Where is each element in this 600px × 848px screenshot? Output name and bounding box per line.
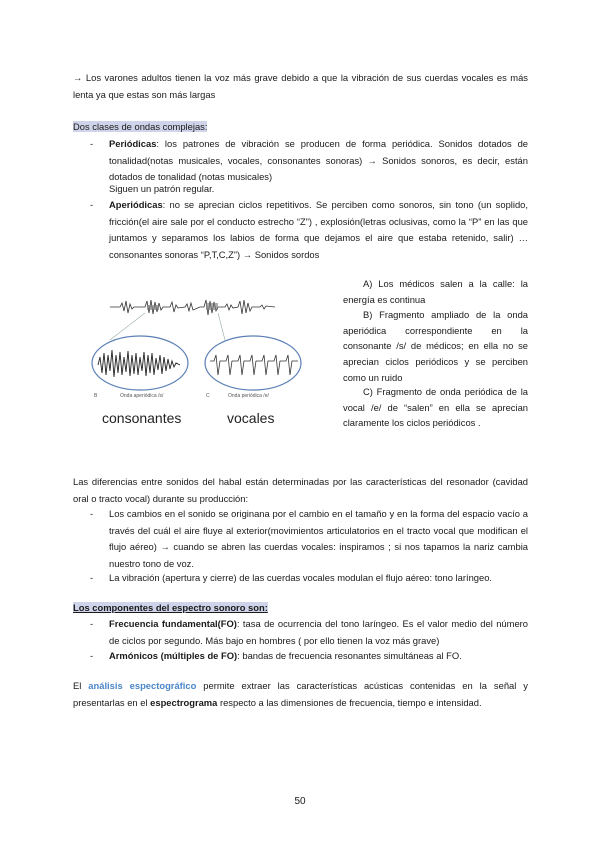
analisis-post: respecto a las dimensiones de frecuencia, tiempo e intensidad.	[217, 696, 482, 708]
section-heading-ondas	[73, 119, 528, 136]
desc-periodicas: : los patrones de vibración se producen de forma periódica. Sonidos dotados de tonalidad(notas musicales, vocales, consonantes sonoras) → Sonidos sonoros, es decir, están dotados de tonalidad (notas musicales)	[109, 138, 528, 182]
aperiodic-wave	[98, 350, 180, 377]
intro-paragraph: → Los varones adultos tienen la voz más grave debido a que la vibración de sus cuerdas vocales es más lenta ya que estas son más largas	[73, 72, 528, 100]
analisis-paragraph	[73, 678, 528, 711]
term-aperiodicas: Aperiódicas	[109, 199, 163, 210]
diferencias-paragraph: Las diferencias entre sonidos del habal están determinadas por las características del resonador (cavidad oral o tracto vocal) durante su producción:	[73, 476, 528, 504]
heading-ondas-text: Dos clases de ondas complejas:	[73, 121, 208, 132]
figure-note-b: B) Fragmento ampliado de la onda aperiódica correspondiente en la consonante /s/ de médicos; en ella no se aprecian ciclos periódicos y se perciben como un ruido	[343, 309, 528, 383]
cambios-text: Los cambios en el sonido se originana por el cambio en el tamaño y en la forma del espacio vacío a través del cuál el aire fluye al exterior(movimientos articulatorios en el tracto vocal que modifican el flujo aéreo) → cuando se abren las cuerdas vocales: inspiramos ; si nos tapamos la nariz cambia nuestro tono de voz.	[109, 508, 528, 569]
periodic-wave	[210, 355, 298, 375]
list-item-f0: - Frecuencia fundamental(FO): tasa de ocurrencia del tono laríngeo. Es el valor medio del número de ciclos por segundo. Más bajo en hombres ( por ello tienen la voz más grave)	[90, 618, 528, 646]
figure-note-c: C) Fragmento de onda periódica de la vocal /e/ de “salen” en ella se aprecian claramente los ciclos periódicos .	[343, 386, 528, 429]
label-vocales: vocales	[227, 410, 275, 426]
ellipse-consonantes	[92, 336, 188, 390]
section-heading-componentes	[73, 600, 528, 617]
desc-aperiodicas: : no se aprecian ciclos repetitivos. Se perciben como sonoros, sin tono (un soplido, fricción(el aire sale por el conducto estrecho “Z”) , explosión(letras oclusivas, como la “P” en las que juntamos y separamos los labios de forma que dejamos el aire que estaba retenido, salir) … consonantes sonoras “P,T,C,Z”) → Sonidos sordos	[109, 199, 528, 260]
term-periodicas: Periódicas	[109, 138, 157, 149]
fig-letter-b: B	[94, 393, 98, 399]
vibracion-text: La vibración (apertura y cierre) de las cuerdas vocales modulan el flujo aéreo: tono laríngeo.	[109, 572, 493, 583]
desc-armonicos: : bandas de frecuencia resonantes simultáneas al FO.	[237, 650, 462, 661]
page-number: 50	[294, 796, 306, 807]
fig-caption-left: Onda aperiódica /s/	[120, 393, 164, 399]
figure-note-a: A) Los médicos salen a la calle: la energía es continua	[343, 278, 528, 305]
periodicas-extra: Siguen un patrón regular.	[109, 183, 215, 194]
heading-componentes-text: Los componentes del espectro sonoro son:	[73, 602, 268, 613]
full-waveform	[110, 300, 275, 315]
label-consonantes: consonantes	[102, 410, 182, 426]
analisis-link: análisis espectográfico	[88, 680, 197, 691]
waveform-figure	[90, 295, 330, 445]
term-f0: Frecuencia fundamental(FO)	[109, 618, 237, 629]
analisis-mid: permite extraer las características acústicas contenidas en la señal y presentarlas en el	[73, 680, 528, 708]
list-item-aperiodicas: - Aperiódicas: no se aprecian ciclos repetitivos. Se perciben como sonoros, sin tono (un soplido, fricción(el aire sale por el conducto estrecho “Z”) , explosión(letras oclusivas, como la “P” en las que juntamos y separamos los labios de forma que dejamos el aire que estaba retenido, salir) … consonantes sonoras “P,T,C,Z”) → Sonidos sordos	[90, 199, 528, 260]
fig-letter-c: C	[206, 393, 210, 399]
fig-caption-right: Onda periódica /e/	[228, 393, 269, 399]
list-item-cambios: - Los cambios en el sonido se originana por el cambio en el tamaño y en la forma del espacio vacío a través del cuál el aire fluye al exterior(movimientos articulatorios en el tracto vocal que modifican el flujo aéreo) → cuando se abren las cuerdas vocales: inspiramos ; si nos tapamos la nariz cambia nuestro tono de voz.	[90, 506, 528, 572]
list-item-periodicas: - Periódicas: los patrones de vibración se producen de forma periódica. Sonidos dotados de tonalidad(notas musicales, vocales, consonantes sonoras) → Sonidos sonoros, es decir, están dotados de tonalidad (notas musicales)	[90, 138, 528, 182]
analisis-bold: espectrograma	[150, 696, 218, 708]
analisis-pre: El	[73, 680, 89, 691]
desc-f0: : tasa de ocurrencia del tono laríngeo. Es el valor medio del número de ciclos por segundo. Más bajo en hombres ( por ello tienen la voz más grave)	[109, 618, 528, 646]
list-item-vibracion: - La vibración (apertura y cierre) de las cuerdas vocales modulan el flujo aéreo: tono laríngeo.	[90, 570, 528, 587]
term-armonicos: Armónicos (múltiples de FO)	[109, 650, 238, 661]
list-item-armonicos: - Armónicos (múltiples de FO): bandas de frecuencia resonantes simultáneas al FO.	[90, 650, 462, 661]
